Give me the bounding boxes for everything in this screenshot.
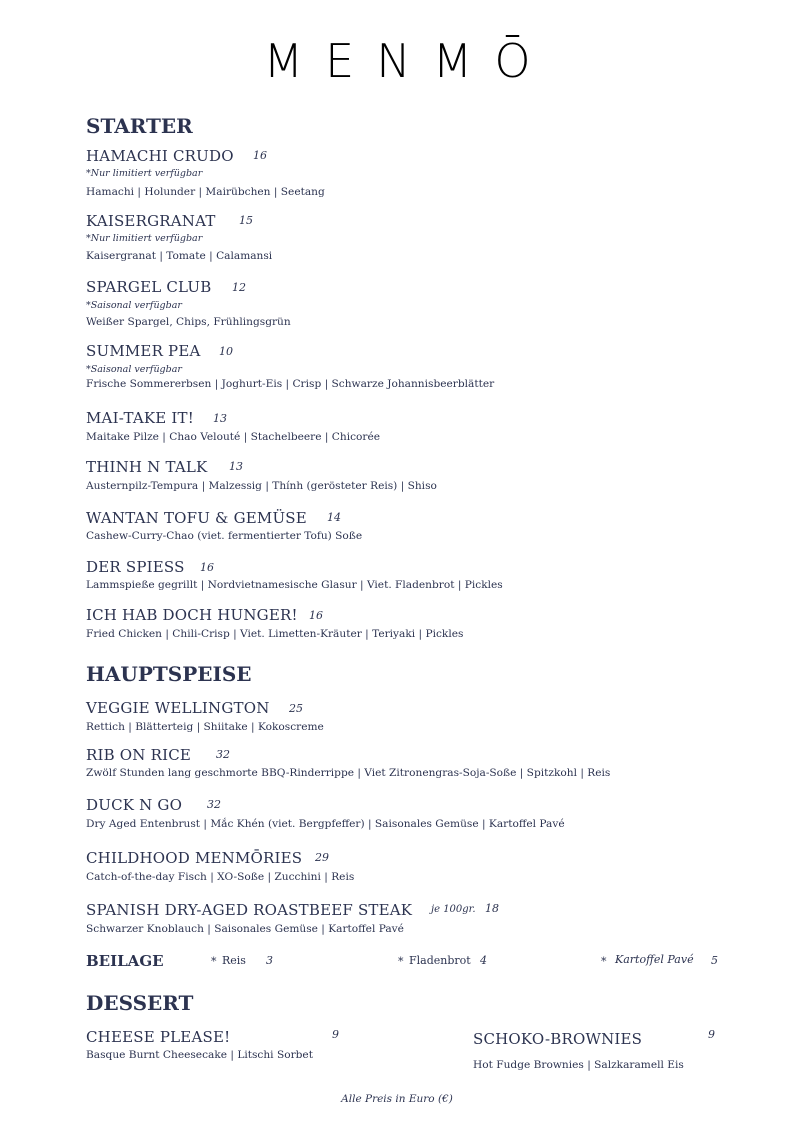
item-price: 15: [239, 214, 253, 227]
item-price: 32: [216, 748, 230, 761]
item-description: Schwarzer Knoblauch | Saisonales Gemüse | Kartoffel Pavé: [86, 923, 404, 935]
item-description: Dry Aged Entenbrust | Mắc Khén (viet. Bergpfeffer) | Saisonales Gemüse | Kartoffel Pavé: [86, 818, 565, 830]
item-description: Hot Fudge Brownies | Salzkaramell Eis: [473, 1059, 684, 1071]
item-name: DUCK N GO: [86, 796, 183, 814]
item-name: RIB ON RICE: [86, 746, 192, 764]
section-title-starter: STARTER: [86, 114, 193, 138]
item-description: Hamachi | Holunder | Mairübchen | Seetang: [86, 186, 325, 198]
item-description: Cashew-Curry-Chao (viet. fermentierter Tofu) Soße: [86, 530, 363, 542]
item-price: 9: [332, 1028, 339, 1041]
item-name: SPARGEL CLUB: [86, 278, 212, 296]
section-title-sides: BEILAGE: [86, 952, 164, 970]
item-price: 10: [219, 345, 233, 358]
item-name: SPANISH DRY-AGED ROASTBEEF STEAK: [86, 901, 413, 919]
item-description: Austernpilz-Tempura | Malzessig | Thính (gerösteter Reis) | Shiso: [86, 480, 437, 492]
item-price: 32: [207, 798, 221, 811]
item-name: CHILDHOOD MENMŌRIES: [86, 849, 303, 867]
item-note: *Nur limitiert verfügbar: [86, 233, 203, 244]
item-unit: je 100gr.: [431, 904, 476, 915]
item-price: 12: [232, 281, 246, 294]
side-price: 4: [480, 954, 487, 967]
item-name: DER SPIESS: [86, 558, 185, 576]
item-price: 14: [327, 511, 341, 524]
item-name: SCHOKO-BROWNIES: [473, 1030, 643, 1048]
item-description: Zwölf Stunden lang geschmorte BBQ-Rinderrippe | Viet Zitronengras-Soja-Soße | Spitzkohl | Reis: [86, 767, 611, 779]
side-name: Reis: [222, 954, 246, 967]
item-price: 13: [229, 460, 243, 473]
item-price: 25: [289, 702, 303, 715]
item-name: CHEESE PLEASE!: [86, 1028, 231, 1046]
side-bullet: *: [398, 955, 404, 968]
section-title-main: HAUPTSPEISE: [86, 662, 252, 686]
item-price: 29: [315, 851, 329, 864]
section-title-dessert: DESSERT: [86, 991, 194, 1015]
item-name: WANTAN TOFU & GEMÜSE: [86, 509, 307, 527]
side-bullet: *: [601, 955, 607, 968]
item-name: HAMACHI CRUDO: [86, 147, 234, 165]
item-description: Frische Sommererbsen | Joghurt-Eis | Crisp | Schwarze Johannisbeerblätter: [86, 378, 495, 390]
item-price: 16: [253, 149, 267, 162]
item-price: 16: [200, 561, 214, 574]
item-name: THINH N TALK: [86, 458, 208, 476]
item-description: Catch-of-the-day Fisch | XO-Soße | Zucchini | Reis: [86, 871, 355, 883]
item-price: 16: [309, 609, 323, 622]
item-description: Rettich | Blätterteig | Shiitake | Kokoscreme: [86, 721, 324, 733]
side-name: Kartoffel Pavé: [615, 953, 694, 966]
side-bullet: *: [211, 955, 217, 968]
item-description: Basque Burnt Cheesecake | Litschi Sorbet: [86, 1049, 313, 1061]
item-description: Lammspieße gegrillt | Nordvietnamesische Glasur | Viet. Fladenbrot | Pickles: [86, 579, 503, 591]
price-footnote: Alle Preis in Euro (€): [341, 1093, 453, 1105]
brand-logo: MENMŌ: [263, 34, 553, 88]
item-note: *Nur limitiert verfügbar: [86, 168, 203, 179]
item-price: 18: [485, 902, 499, 915]
item-name: KAISERGRANAT: [86, 212, 216, 230]
item-note: *Saisonal verfügbar: [86, 364, 182, 375]
side-price: 3: [266, 954, 273, 967]
side-price: 5: [711, 954, 718, 967]
item-description: Kaisergranat | Tomate | Calamansi: [86, 250, 273, 262]
item-note: *Saisonal verfügbar: [86, 300, 182, 311]
item-price: 9: [708, 1028, 715, 1041]
item-name: ICH HAB DOCH HUNGER!: [86, 606, 298, 624]
item-name: MAI-TAKE IT!: [86, 409, 194, 427]
item-description: Fried Chicken | Chili-Crisp | Viet. Limetten-Kräuter | Teriyaki | Pickles: [86, 628, 464, 640]
item-price: 13: [213, 412, 227, 425]
item-name: SUMMER PEA: [86, 342, 201, 360]
side-name: Fladenbrot: [409, 954, 471, 967]
item-name: VEGGIE WELLINGTON: [86, 699, 270, 717]
item-description: Weißer Spargel, Chips, Frühlingsgrün: [86, 316, 291, 328]
item-description: Maitake Pilze | Chao Velouté | Stachelbeere | Chicorée: [86, 431, 381, 443]
